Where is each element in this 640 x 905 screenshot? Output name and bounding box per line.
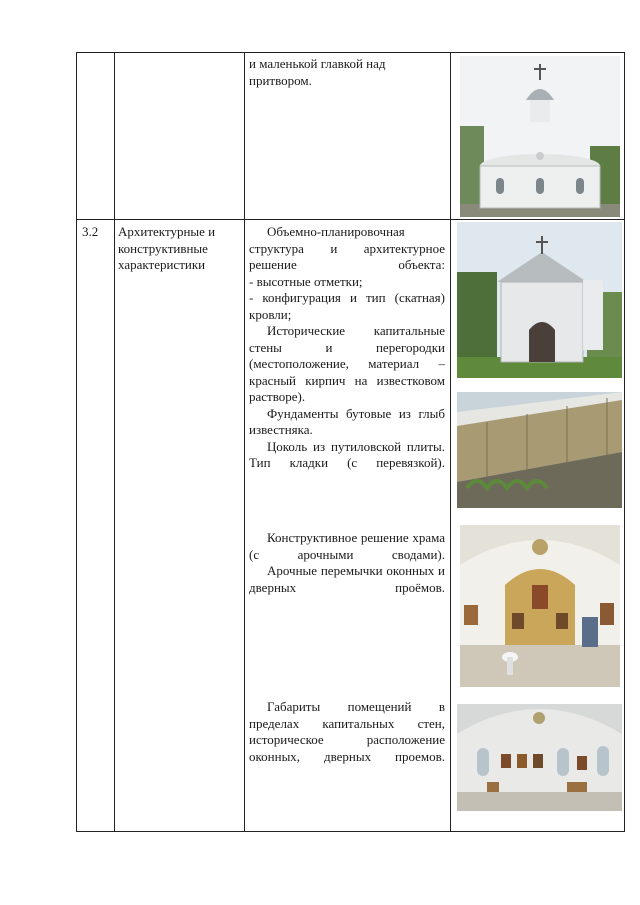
table-border-left: [76, 52, 77, 832]
paragraph-plinth: Цоколь из путиловской плиты. Тип кладки (с перевязкой).: [249, 438, 445, 470]
paragraph-roof: - конфигурация и тип (скатная) кровли;: [249, 290, 445, 322]
paragraph-heights: - высотные отметки;: [249, 273, 363, 289]
paragraph-arches: Арочные перемычки оконных и дверных проёмов.: [249, 563, 445, 595]
table-divider-3: [450, 52, 451, 832]
paragraph-foundations: Фундаменты бутовые из глыб известняка.: [249, 405, 445, 437]
table-divider-1: [114, 52, 115, 832]
table-border-bottom: [76, 831, 625, 832]
paragraph-structure: Объемно-планировочная структура и архитектурное решение объекта:: [249, 224, 445, 272]
photo-stone-plinth: [457, 392, 622, 508]
description-block-1: [249, 224, 445, 472]
row-number: 3.2: [82, 224, 99, 239]
photo-interior-walls: [457, 704, 622, 811]
description-block-3: [249, 699, 445, 765]
paragraph-dimensions: Габариты помещений в пределах капитальных стен, историческое расположение оконных, дверных проемов.: [249, 699, 445, 764]
photo-church-apse: [460, 56, 620, 217]
photo-church-facade: [457, 222, 622, 378]
row-characteristic-name: Архитектурные и конструктивные характеристики: [118, 224, 216, 272]
table-row-divider: [76, 219, 625, 220]
description-block-2: [249, 530, 445, 596]
prev-row-description: и маленькой главкой над притвором.: [249, 56, 386, 88]
photo-interior-iconostasis: [460, 525, 620, 687]
table-border-top: [76, 52, 625, 53]
paragraph-walls: Исторические капитальные стены и перегородки (местоположение, материал – красный кирпич на известковом растворе).: [249, 323, 445, 404]
paragraph-construction: Конструктивное решение храма (с арочными сводами).: [249, 530, 445, 562]
table-border-right: [624, 52, 625, 832]
table-divider-2: [244, 52, 245, 832]
